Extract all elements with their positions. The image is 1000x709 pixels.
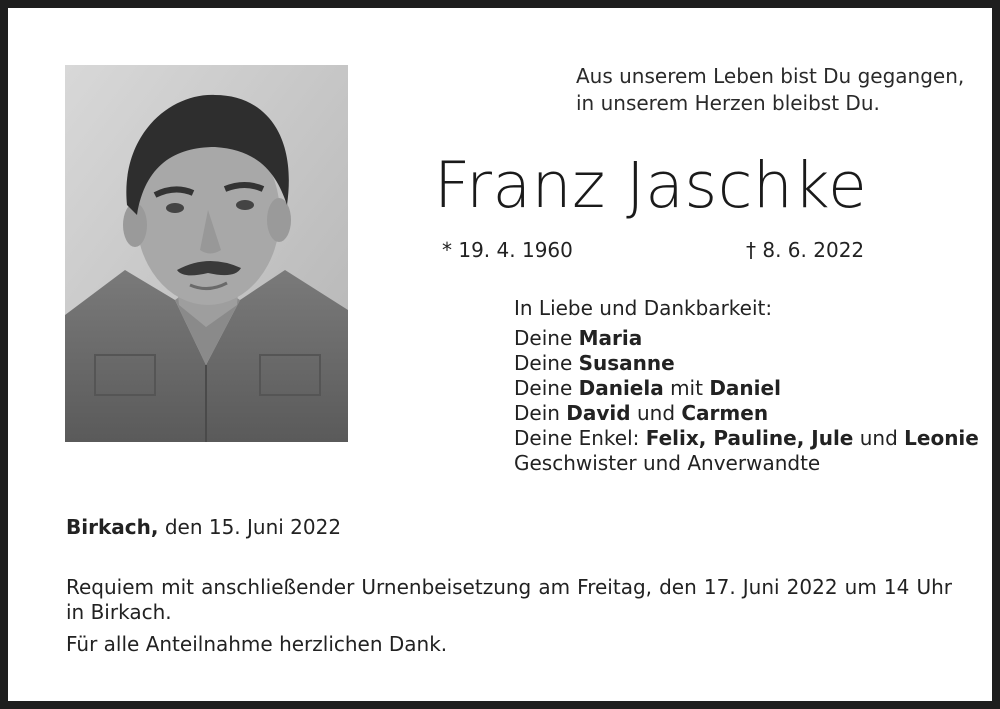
family-name: Susanne: [578, 351, 675, 375]
birth-date: [442, 237, 573, 263]
family-prefix: Dein: [514, 401, 560, 425]
place-date-value: den 15. Juni 2022: [164, 515, 342, 539]
place-name: Birkach,: [66, 515, 159, 539]
family-joiner: und: [859, 426, 898, 450]
death-date: [746, 237, 864, 263]
family-name: Daniela: [578, 376, 664, 400]
birth-symbol: *: [442, 238, 452, 262]
family-name: Carmen: [681, 401, 769, 425]
family-prefix: Deine: [514, 326, 573, 350]
family-name: Maria: [578, 326, 643, 350]
family-name: David: [566, 401, 631, 425]
death-date-value: 8. 6. 2022: [762, 238, 865, 262]
family-line: [514, 326, 979, 351]
family-name: Leonie: [904, 426, 979, 450]
motto-line-2: in unserem Herzen bleibst Du.: [576, 91, 880, 115]
family-name: Daniel: [709, 376, 781, 400]
deceased-name: Franz Jaschke: [434, 149, 868, 222]
portrait-photo: [65, 65, 348, 442]
family-line: Geschwister und Anverwandte: [514, 451, 821, 475]
family-line: [514, 401, 979, 426]
thanks-text: Für alle Anteilnahme herzlichen Dank.: [66, 632, 448, 656]
family-joiner: mit: [670, 376, 703, 400]
portrait-illustration: [65, 65, 348, 442]
family-prefix: Deine: [514, 351, 573, 375]
motto-line-1: Aus unserem Leben bist Du gegangen,: [576, 64, 965, 88]
family-prefix: Deine: [514, 376, 573, 400]
death-symbol: †: [746, 238, 756, 262]
family-line: [514, 426, 979, 451]
family-name: Felix, Pauline, Jule: [645, 426, 854, 450]
family-list: [514, 296, 979, 476]
place-date: [66, 514, 341, 540]
requiem-text: Requiem mit anschließender Urnenbeisetzung am Freitag, den 17. Juni 2022 um 14 Uhr in Birkach.: [66, 575, 952, 624]
family-prefix: Deine Enkel:: [514, 426, 640, 450]
birth-date-value: 19. 4. 1960: [458, 238, 573, 262]
family-line: [514, 376, 979, 401]
motto: [576, 63, 964, 117]
family-intro: In Liebe und Dankbarkeit:: [514, 296, 773, 320]
family-line: [514, 351, 979, 376]
family-joiner: und: [636, 401, 676, 425]
